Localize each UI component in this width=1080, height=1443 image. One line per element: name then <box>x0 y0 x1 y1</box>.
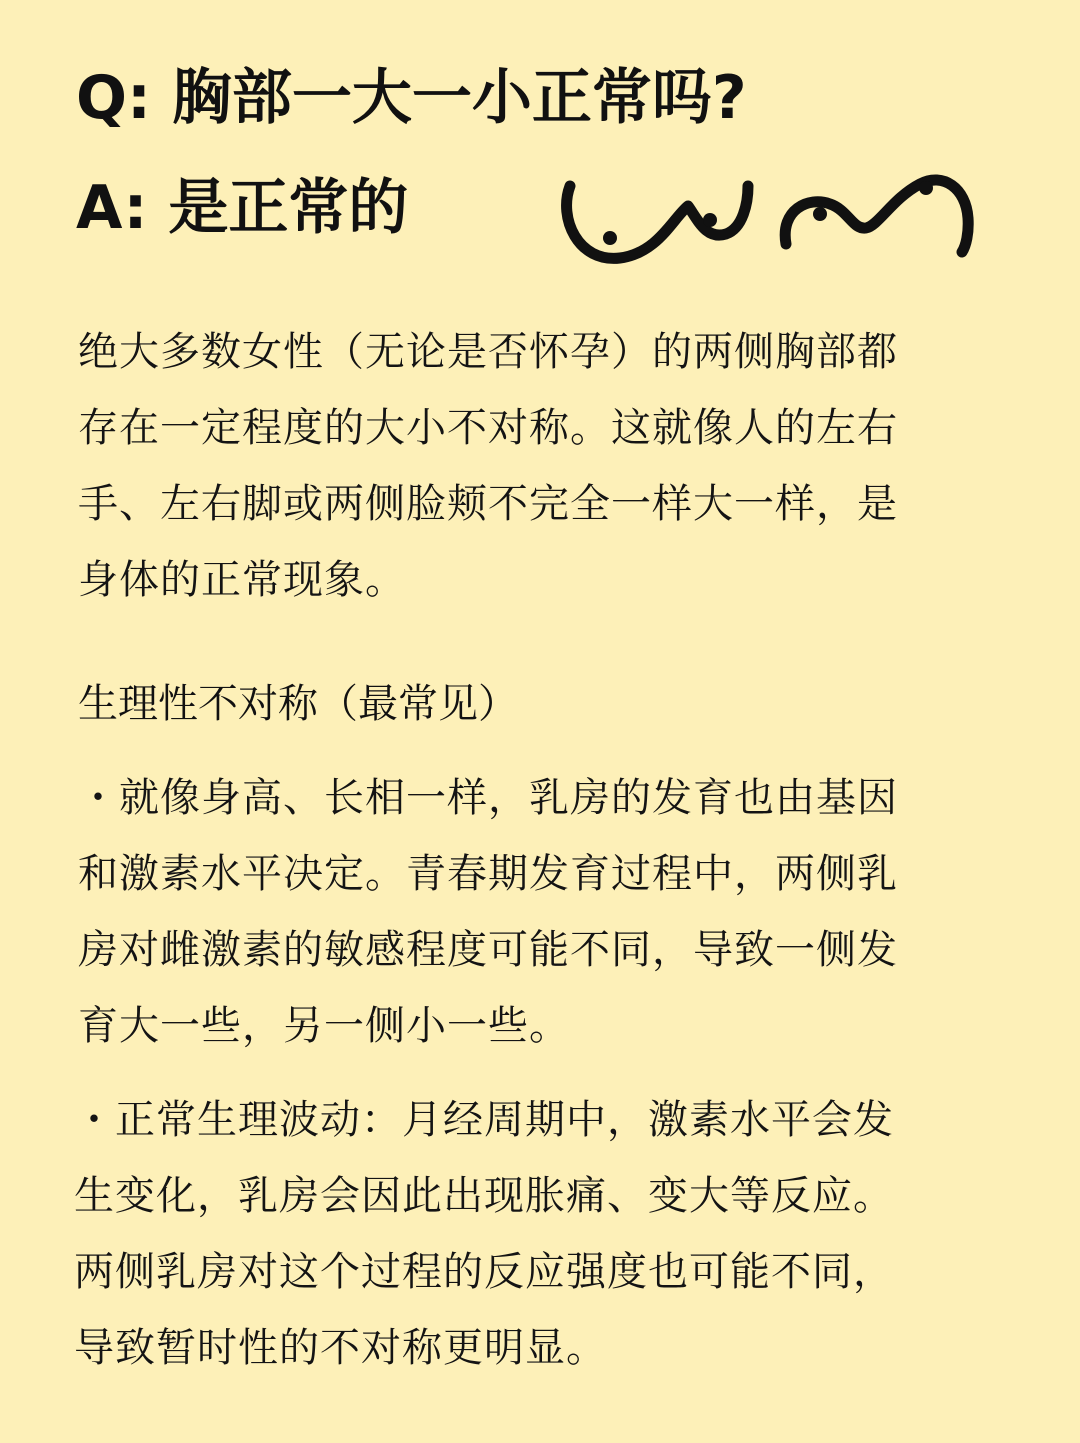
intro-line: 绝大多数女性（无论是否怀孕）的两侧胸部都 <box>78 329 898 375</box>
point-2-line: ・正常生理波动：月经周期中，激素水平会发 <box>74 1097 894 1143</box>
point-1-line: ・就像身高、长相一样，乳房的发育也由基因 <box>78 775 898 821</box>
intro-line: 手、左右脚或两侧脸颊不完全一样大一样，是 <box>78 481 898 527</box>
intro-line: 身体的正常现象。 <box>78 557 406 603</box>
doodle-dot <box>813 207 827 221</box>
intro-line: 存在一定程度的大小不对称。这就像人的左右 <box>78 405 898 451</box>
doodle-dot <box>603 231 617 245</box>
doodle-dot <box>703 213 717 227</box>
point-1-line: 房对雌激素的敏感程度可能不同，导致一侧发 <box>78 927 898 973</box>
answer-heading: A: 是正常的 <box>76 173 409 243</box>
breast-doodle-illustration <box>548 148 988 288</box>
point-2-line: 导致暂时性的不对称更明显。 <box>74 1325 607 1371</box>
point-2-line: 生变化，乳房会因此出现胀痛、变大等反应。 <box>74 1173 894 1219</box>
point-1-line: 和激素水平决定。青春期发育过程中，两侧乳 <box>78 851 898 897</box>
point-1-paragraph <box>78 760 1018 1064</box>
left-doodle-stroke <box>567 186 748 258</box>
point-2-line: 两侧乳房对这个过程的反应强度也可能不同， <box>74 1249 894 1295</box>
point-2-paragraph <box>74 1082 1014 1386</box>
point-1-line: 育大一些，另一侧小一些。 <box>78 1003 570 1049</box>
doodle-dot <box>919 181 933 195</box>
right-doodle-stroke <box>785 180 968 252</box>
section-title: 生理性不对称（最常见） <box>78 681 518 727</box>
question-heading: Q: 胸部一大一小正常吗? <box>76 63 747 133</box>
intro-paragraph <box>78 314 1018 618</box>
